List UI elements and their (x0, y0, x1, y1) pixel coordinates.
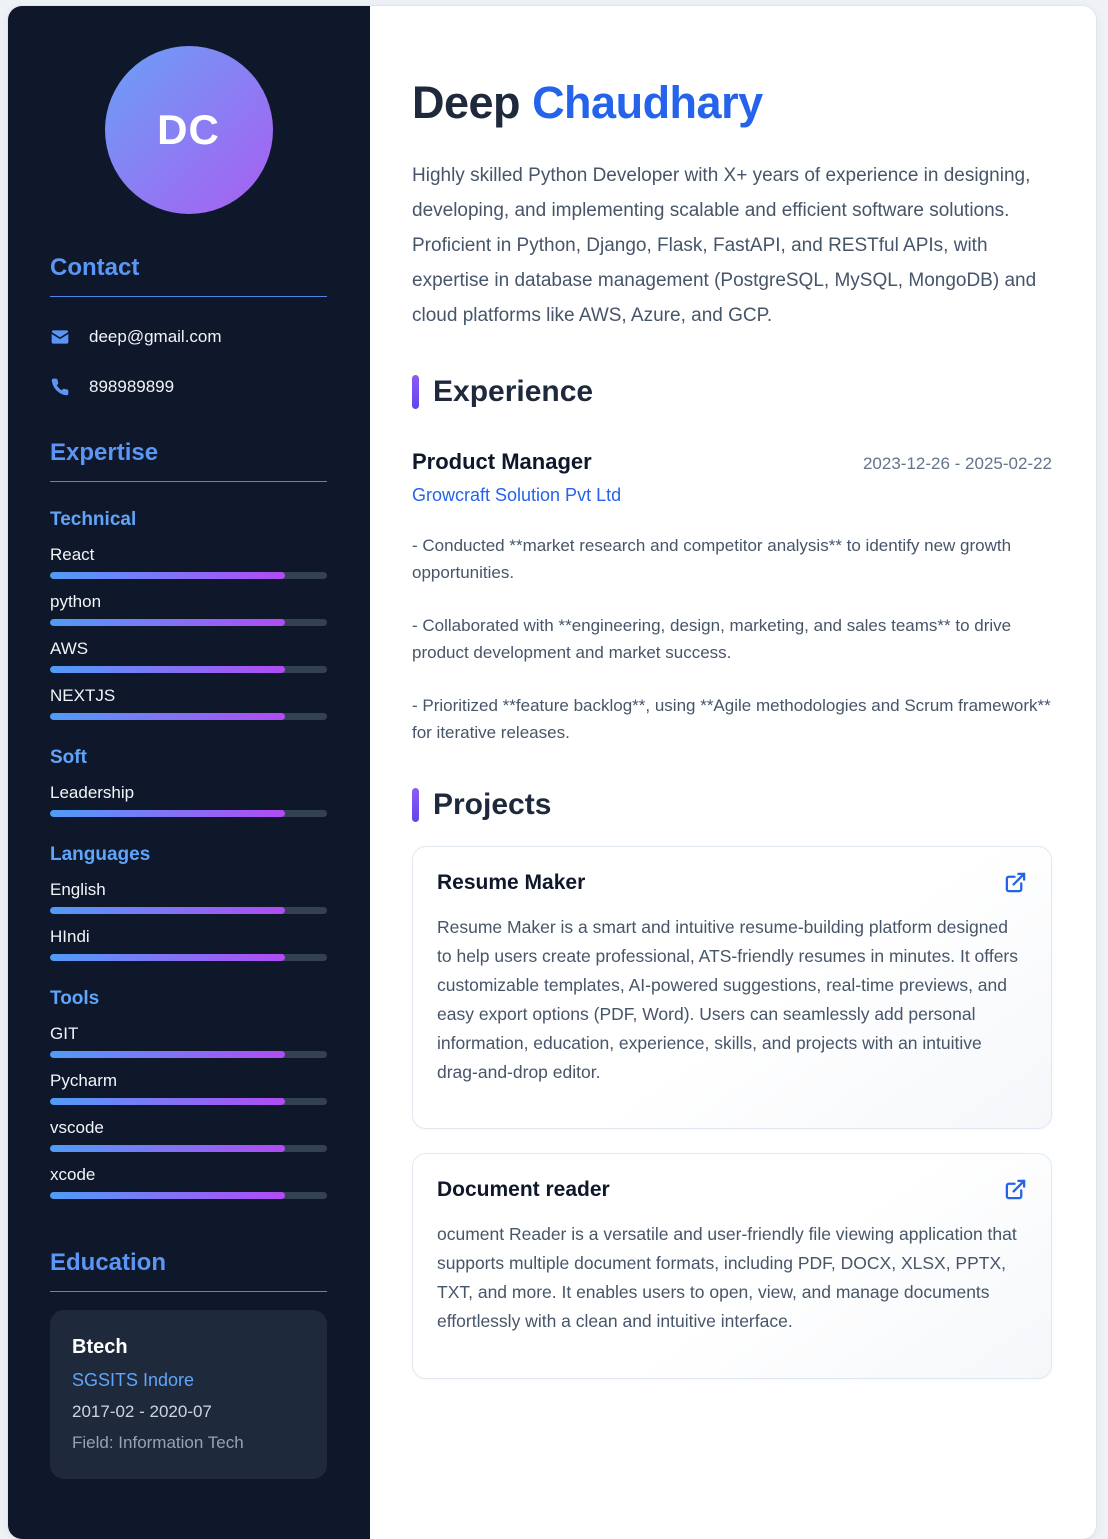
avatar (105, 46, 273, 214)
skill-name: AWS (50, 639, 89, 658)
education-section-title: Education (50, 1249, 327, 1292)
skill-bar-track (50, 810, 327, 817)
skill-name: Leadership (50, 783, 135, 802)
skill-item (50, 880, 327, 914)
contact-email: deep@gmail.com (89, 327, 222, 346)
section-accent-bar (412, 375, 419, 409)
skill-item (50, 1071, 327, 1105)
project-description: Resume Maker is a smart and intuitive resume-building platform designed to help users create professional, ATS-friendly resumes in minutes. It offers customizable templates, AI-powered suggestions, real-time previews, and easy export options (PDF, Word). Users can seamlessly add personal information, education, experience, skills, and projects with an intuitive drag-and-drop editor. (437, 916, 1019, 1082)
skill-group-label: Soft (50, 747, 87, 768)
skill-bar-fill (50, 572, 285, 579)
job-dates: 2023-12-26 - 2025-02-22 (862, 453, 1052, 473)
education-field: Field: Information Tech (72, 1433, 244, 1452)
skill-name: GIT (50, 1024, 79, 1043)
skill-item (50, 783, 327, 817)
job-header (412, 449, 1052, 475)
project-card-header (437, 871, 1027, 895)
name-last: Chaudhary (532, 77, 763, 129)
education-school-link[interactable]: SGSITS Indore (72, 1370, 195, 1390)
skill-bar-track (50, 1145, 327, 1152)
external-link-icon[interactable] (1004, 871, 1027, 894)
projects-section (412, 788, 1052, 1379)
skill-bar-track (50, 619, 327, 626)
skill-group (50, 988, 327, 1199)
job-company-link[interactable]: Growcraft Solution Pvt Ltd (412, 484, 622, 505)
skill-bar-fill (50, 954, 285, 961)
skill-groups (50, 509, 327, 1199)
experience-jobs (412, 449, 1052, 746)
skill-name: xcode (50, 1165, 96, 1184)
skill-bar-track (50, 1192, 327, 1199)
skill-name: Pycharm (50, 1071, 118, 1090)
skill-bar-fill (50, 1098, 285, 1105)
projects-list (412, 846, 1052, 1379)
skill-bar-track (50, 1051, 327, 1058)
skill-bar-fill (50, 907, 285, 914)
skill-item (50, 927, 327, 961)
skill-item (50, 545, 327, 579)
experience-title: Experience (433, 374, 594, 408)
project-card (412, 1153, 1052, 1379)
job-bullet: - Prioritized **feature backlog**, using **Agile methodologies and Scrum framework** for iterative releases. (412, 695, 1051, 742)
skill-group (50, 747, 327, 817)
resume-card (8, 6, 1096, 1539)
skill-bar-fill (50, 666, 285, 673)
avatar-initials: DC (157, 106, 220, 153)
contact-email-row (50, 327, 327, 347)
job-bullet: - Conducted **market research and competitor analysis** to identify new growth opportunities. (412, 535, 1012, 582)
skill-item (50, 1118, 327, 1152)
skill-item (50, 686, 327, 720)
skill-item (50, 592, 327, 626)
job-entry (412, 449, 1052, 746)
section-accent-bar (412, 788, 419, 822)
contact-phone: 898989899 (89, 377, 175, 396)
project-name: Document reader (437, 1178, 610, 1202)
experience-heading (412, 375, 1052, 409)
external-link-icon[interactable] (1004, 1178, 1027, 1201)
contact-phone-row (50, 377, 327, 397)
expertise-section-title: Expertise (50, 439, 327, 482)
experience-section (412, 375, 1052, 746)
skill-bar-fill (50, 1145, 285, 1152)
project-description: ocument Reader is a versatile and user-friendly file viewing application that supports multiple document formats, including PDF, DOCX, XLSX, PPTX, TXT, and more. It enables users to open, view, and manage documents effortlessly with a clean and intuitive interface. (437, 1224, 1017, 1332)
skill-bar-track (50, 572, 327, 579)
project-card (412, 846, 1052, 1130)
skill-bar-track (50, 907, 327, 914)
education-degree: Btech (72, 1336, 128, 1358)
skill-bar-fill (50, 1051, 285, 1058)
name-first: Deep (412, 77, 521, 129)
skill-group-label: Technical (50, 509, 137, 530)
education-dates: 2017-02 - 2020-07 (72, 1402, 212, 1421)
skill-bar-track (50, 666, 327, 673)
skill-group (50, 844, 327, 961)
skill-bar-fill (50, 619, 285, 626)
job-bullet: - Collaborated with **engineering, design, marketing, and sales teams** to drive product development and market success. (412, 615, 1012, 662)
skill-name: python (50, 592, 102, 611)
skill-name: HIndi (50, 927, 90, 946)
skill-item (50, 639, 327, 673)
skill-name: React (50, 545, 95, 564)
mail-icon (50, 327, 70, 347)
skill-group-label: Languages (50, 844, 151, 865)
skill-bar-track (50, 1098, 327, 1105)
job-role: Product Manager (412, 448, 592, 474)
skill-name: vscode (50, 1118, 104, 1137)
skill-bar-fill (50, 713, 285, 720)
skill-name: English (50, 880, 106, 899)
phone-icon (50, 377, 70, 397)
skill-bar-track (50, 954, 327, 961)
skill-group-label: Tools (50, 988, 100, 1009)
skill-bar-track (50, 713, 327, 720)
skill-bar-fill (50, 1192, 285, 1199)
skill-name: NEXTJS (50, 686, 116, 705)
skill-group (50, 509, 327, 720)
skill-bar-fill (50, 810, 285, 817)
education-card (50, 1310, 327, 1479)
project-name: Resume Maker (437, 870, 586, 894)
sidebar (8, 6, 370, 1539)
main-content (370, 6, 1096, 1539)
contact-section-title: Contact (50, 254, 327, 297)
skill-item (50, 1024, 327, 1058)
summary-text: Highly skilled Python Developer with X+ years of experience in designing, developing, and implementing scalable and efficient software solutions. Proficient in Python, Django, Flask, FastAPI, and RESTful APIs, with expertise in database management (PostgreSQL, MySQL, MongoDB) and cloud platforms like AWS, Azure, and GCP. (412, 164, 1037, 326)
projects-heading (412, 788, 1052, 822)
skill-item (50, 1165, 327, 1199)
projects-title: Projects (433, 787, 552, 821)
page-title (412, 78, 1052, 128)
project-card-header (437, 1178, 1027, 1202)
